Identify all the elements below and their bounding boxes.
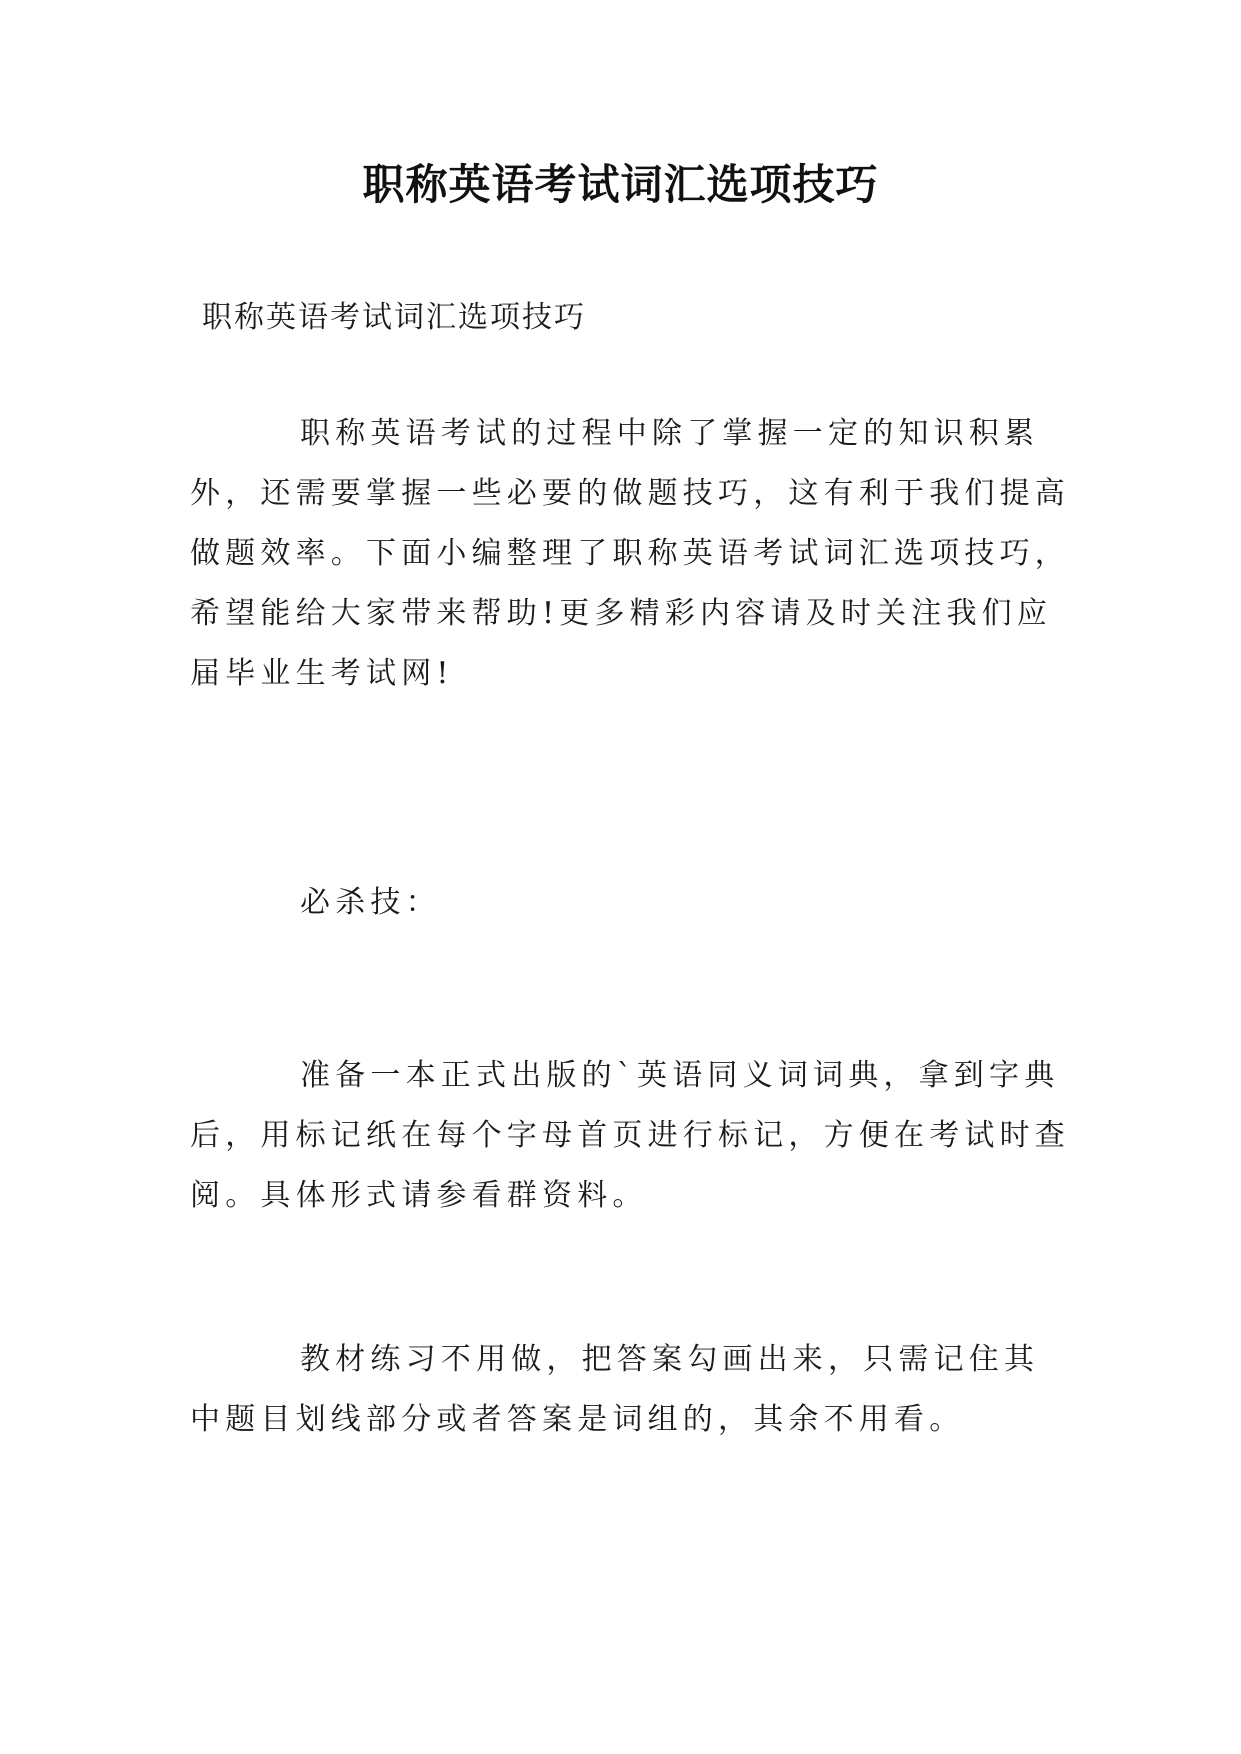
intro-paragraph: 职称英语考试的过程中除了掌握一定的知识积累外，还需要掌握一些必要的做题技巧，这有利于我们提高做题效率。下面小编整理了职称英语考试词汇选项技巧，希望能给大家带来帮助!更多精彩内容请及时关注我们应届毕业生考试网!	[190, 416, 1070, 691]
tip-heading: 必杀技：	[300, 885, 441, 920]
tip-paragraph-textbook: 教材练习不用做，把答案勾画出来，只需记住其中题目划线部分或者答案是词组的，其余不用看。	[190, 1342, 1040, 1437]
document-subtitle: 职称英语考试词汇选项技巧	[202, 300, 586, 335]
tip-paragraph-dictionary: 准备一本正式出版的`英语同义词词典，拿到字典后，用标记纸在每个字母首页进行标记，方便在考试时查阅。具体形式请参看群资料。	[190, 1058, 1070, 1213]
document-title: 职称英语考试词汇选项技巧	[362, 160, 879, 209]
